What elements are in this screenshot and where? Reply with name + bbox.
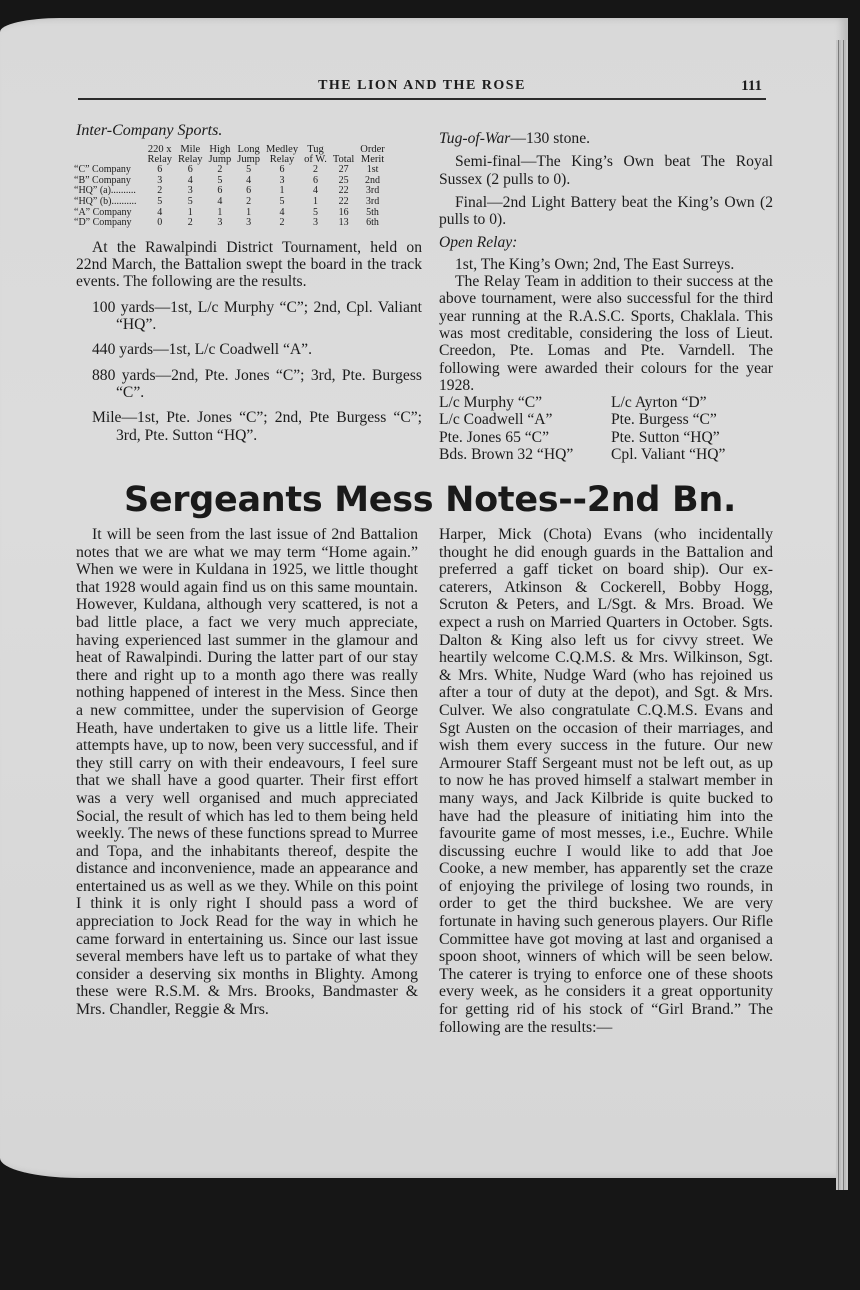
tug-semi-final: Semi-final—The King’s Own beat The Royal Sussex (2 pulls to 0). <box>439 153 773 188</box>
column-header <box>330 145 357 165</box>
column-header <box>357 145 388 165</box>
colours-item: Pte. Burgess “C” <box>611 411 717 429</box>
score-cell: 2 <box>157 185 163 197</box>
column-header-line2: Relay <box>147 154 172 166</box>
score-cell: 3 <box>246 217 252 229</box>
score-cell: 5 <box>312 206 318 218</box>
column-header-line1: Long <box>237 144 260 156</box>
column-header-line1: High <box>209 144 231 156</box>
score-cell: 27 <box>338 164 349 176</box>
score-cell: 16 <box>338 206 349 218</box>
inter-company-table <box>74 145 388 229</box>
score-cell: 3 <box>157 174 163 186</box>
column-header <box>175 145 206 165</box>
score-cell: 22 <box>338 196 349 208</box>
page-edges <box>836 40 848 1190</box>
column-header <box>263 145 301 165</box>
score-cell: 4 <box>217 196 223 208</box>
column-header-line1: Order <box>360 144 385 156</box>
score-cell: 5 <box>157 196 163 208</box>
column-header-line2: Jump <box>237 154 261 166</box>
score-cell: 13 <box>338 217 349 229</box>
score-cell: 1 <box>187 206 193 218</box>
result-440-yards: 440 yards—1st, L/c Coadwell “A”. <box>92 341 312 359</box>
team-name: “B” Company <box>74 174 131 186</box>
score-cell: 1 <box>217 206 223 218</box>
column-header <box>144 145 175 165</box>
inter-company-title: Inter-Company Sports. <box>76 122 223 139</box>
colours-item: L/c Murphy “C” <box>439 394 543 412</box>
column-header-line1: Medley <box>266 144 299 156</box>
column-header-line1: Total <box>332 154 355 166</box>
score-cell: 6 <box>157 164 163 176</box>
result-100-yards: 100 yards—1st, L/c Murphy “C”; 2nd, Cpl. Valiant “HQ”. <box>92 298 422 334</box>
score-cell: 5th <box>366 206 379 218</box>
score-cell: 4 <box>312 185 318 197</box>
article-text-right: Harper, Mick (Chota) Evans (who incidentally thought he did enough guards in the Battalion and preferred a gaff ticket on board ship). Our ex-caterers, Atkinson & Cockerell, Bobby Hogg, Scruton & Peters, and L/Sgt. & Mrs. Broad. We expect a rush on Married Quarters in October. Sgts. Dalton & King also left us for civvy street. We heartily welcome C.Q.M.S. & Mrs. Wilkinson, Sgt. & Mrs. White, Nudge Ward (who has rejoined us after a tour of duty at the depot), and Sgt. & Mrs. Culver. We also congratulate C.Q.M.S. Evans and Sgt Austen on the occasion of their marriages, and wish them every success in the future. Our new Armourer Staff Sergeant must not be left out, as up to now he has proved himself a stalwart member in many ways, and Jack Kilbride is quite bucked to have had the pleasure of initiating him into the favourite game of most messes, i.e., Euchre. While discussing euchre I would like to add that Joe Cooke, a new member, has apparently set the craze of enjoying the privilege of losing two rounds, in order to get the third buckshee. We are very fortunate in having such generous players. Our Rifle Committee have got moving at last and organised a spoon shoot, winners of which will be seen below. The caterer is trying to enforce one of these shoots every week, as he considers it a great opportunity for getting rid of his stock of “Girl Brand.” The following are the results:— <box>439 526 773 1036</box>
article-right-column <box>439 526 773 1036</box>
colours-item: Cpl. Valiant “HQ” <box>611 445 726 463</box>
score-cell: 2 <box>279 217 285 229</box>
score-cell: 6 <box>246 185 252 197</box>
score-cell: 1 <box>279 185 285 197</box>
column-header <box>301 145 330 165</box>
score-cell: 1 <box>246 206 252 218</box>
score-cell: 25 <box>338 174 349 186</box>
team-name: “C” Company <box>74 164 131 176</box>
column-header-line2: of W. <box>304 154 327 166</box>
score-cell: 5 <box>246 164 252 176</box>
open-relay-paragraph: The Relay Team in addition to their success at the above tournament, were also successful for the third year running at the R.A.S.C. Sports, Chaklala. This was most creditable, considering the loss of Lieut. Creedon, Pte. Lomas and Pte. Varndell. The following were awarded their colours for the year 1928. <box>439 273 773 394</box>
running-title: THE LION AND THE ROSE <box>318 78 526 93</box>
table-header-row <box>74 145 388 165</box>
score-cell: 6 <box>279 164 285 176</box>
score-cell: 6th <box>366 217 379 229</box>
team-name: “HQ” (a).......... <box>74 185 136 197</box>
column-header <box>205 145 234 165</box>
right-column-top <box>439 130 773 463</box>
result-mile: Mile—1st, Pte. Jones “C”; 2nd, Pte Burgess “C”; 3rd, Pte. Sutton “HQ”. <box>92 409 422 444</box>
colours-item: Bds. Brown 32 “HQ” <box>439 445 574 463</box>
tug-final: Final—2nd Light Battery beat the King’s Own (2 pulls to 0). <box>439 193 773 229</box>
open-relay-title: Open Relay: <box>439 234 518 252</box>
colours-item: L/c Ayrton “D” <box>611 394 707 412</box>
score-cell: 3rd <box>365 185 380 197</box>
score-cell: 0 <box>157 217 163 229</box>
score-cell: 4 <box>157 206 163 218</box>
left-column-top <box>76 122 422 444</box>
column-header-line2: Jump <box>208 154 232 166</box>
article-left-column <box>76 526 418 1019</box>
colours-list <box>439 394 773 463</box>
tug-of-war-label: Tug-of-War <box>439 130 511 147</box>
score-cell: 4 <box>246 174 252 186</box>
score-cell: 4 <box>279 206 285 218</box>
running-header <box>78 76 766 100</box>
score-cell: 3rd <box>365 196 380 208</box>
score-cell: 2 <box>312 164 318 176</box>
score-cell: 5 <box>217 174 223 186</box>
table-row <box>74 218 388 229</box>
score-cell: 22 <box>338 185 349 197</box>
score-cell: 3 <box>312 217 318 229</box>
column-header-line2: Relay <box>269 154 295 166</box>
team-name: “D” Company <box>74 217 132 229</box>
score-cell: 2 <box>187 217 193 229</box>
column-header-line1: 220 x <box>147 144 172 156</box>
score-cell: 3 <box>187 185 193 197</box>
colours-item: Pte. Sutton “HQ” <box>611 428 720 446</box>
rawalpindi-intro: At the Rawalpindi District Tournament, held on 22nd March, the Battalion swept the board in the track events. The following are the results. <box>76 238 422 291</box>
score-cell: 6 <box>217 185 223 197</box>
score-cell: 4 <box>187 174 193 186</box>
score-cell: 2 <box>217 164 223 176</box>
tug-of-war-title <box>439 130 773 147</box>
colours-item: Pte. Jones 65 “C” <box>439 428 550 446</box>
column-header-line1: Tug <box>307 144 324 156</box>
column-header-line2: Relay <box>177 154 203 166</box>
score-cell: 6 <box>187 164 193 176</box>
score-cell: 2 <box>246 196 252 208</box>
tug-of-war-weight: —130 stone. <box>510 130 591 147</box>
score-cell: 2nd <box>365 174 381 186</box>
score-cell: 6 <box>312 174 318 186</box>
score-cell: 3 <box>217 217 223 229</box>
score-cell: 5 <box>279 196 285 208</box>
score-cell: 1st <box>366 164 379 176</box>
score-cell: 5 <box>187 196 193 208</box>
article-title: Sergeants Mess Notes--2nd Bn. <box>123 480 737 520</box>
score-cell: 3 <box>279 174 285 186</box>
team-name: “A” Company <box>74 206 132 218</box>
score-cell: 1 <box>312 196 318 208</box>
team-header <box>74 145 144 165</box>
team-name: “HQ” (b).......... <box>74 196 137 208</box>
column-header <box>234 145 263 165</box>
article-text-left: It will be seen from the last issue of 2nd Battalion notes that we are what we may term “Home again.” When we were in Kuldana in 1925, we little thought that 1928 would again find us on this same mountain. However, Kuldana, although very scattered, is not a bad little place, a fact we very much appreciate, having experienced last summer in the glamour and heat of Rawalpindi. During the latter part of our stay there and right up to a month ago there was really nothing happened of interest in the Mess. Since then a new committee, under the supervision of George Heath, have undertaken to give us a little life. Their attempts have, up to now, been very successful, and if they still carry on with their endeavours, I feel sure that we shall have a good quarter. Their first effort was a very well organised and much appreciated Social, the result of which has led to them being held weekly. The news of these functions spread to Murree and Topa, and the inhabitants thereof, despite the distance and inconvenience, made an appearance and entertained us as well as we they. While on this point I think it is only right I should pass a word of appreciation to Jock Read for the way in which he came forward in entertaining us. Since our last issue several members have left us to partake of what they consider a deserving six months in Blighty. Among these were R.S.M. & Mrs. Brooks, Bandmaster & Mrs. Chandler, Reggie & Mrs. <box>76 526 418 1019</box>
page-number: 111 <box>741 78 762 94</box>
open-relay-result: 1st, The King’s Own; 2nd, The East Surreys. <box>455 255 735 273</box>
result-880-yards: 880 yards—2nd, Pte. Jones “C”; 3rd, Pte. Burgess “C”. <box>92 366 422 401</box>
column-header-line2: Merit <box>360 154 385 166</box>
column-header-line1: Mile <box>180 144 201 156</box>
colours-item: L/c Coadwell “A” <box>439 411 553 429</box>
